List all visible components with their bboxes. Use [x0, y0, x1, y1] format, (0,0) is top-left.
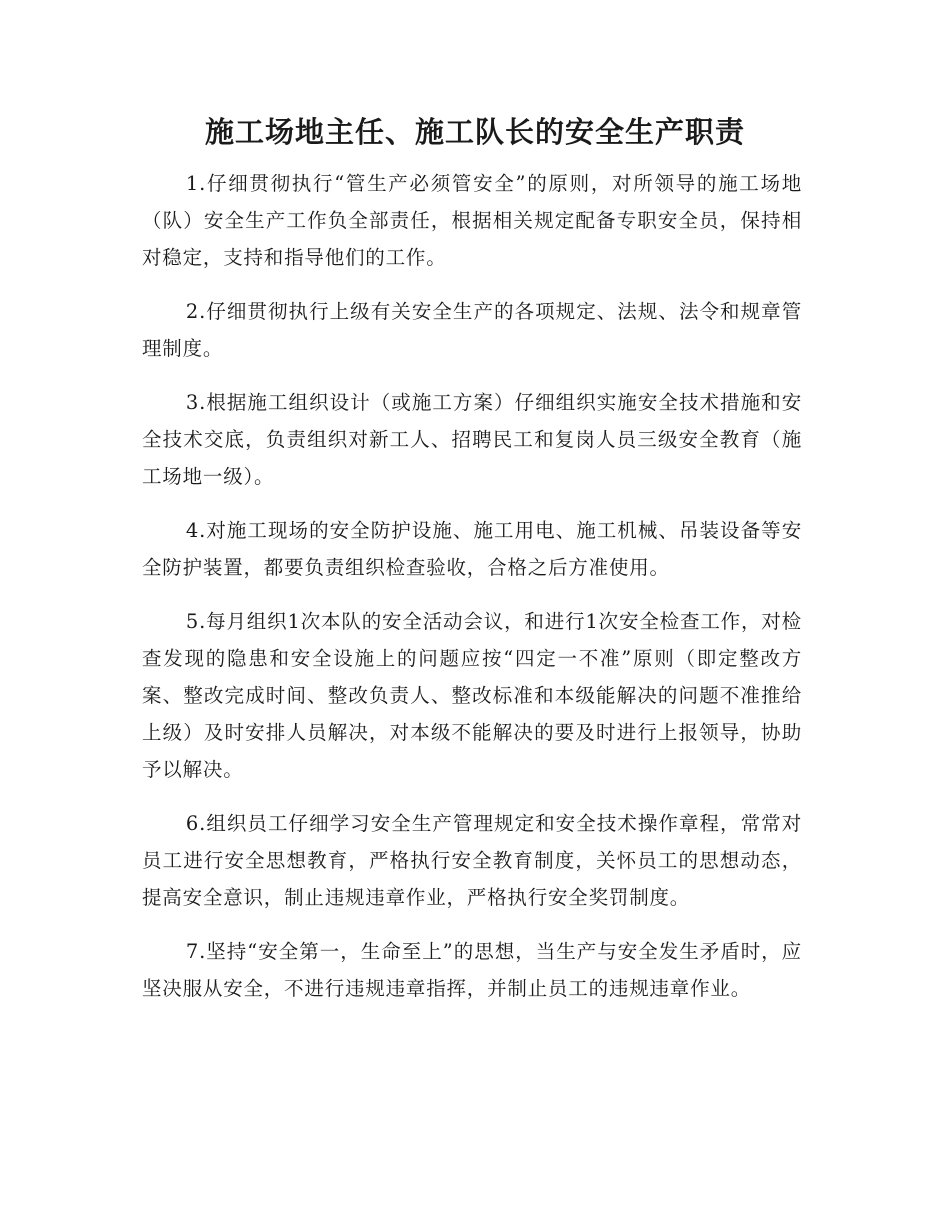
paragraph-2: 2.仔细贯彻执行上级有关安全生产的各项规定、法规、法令和规章管理制度。 — [142, 300, 802, 360]
paragraph-5: 5.每月组织1次本队的安全活动会议，和进行1次安全检查工作，对检查发现的隐患和安全设施上的问题应按“四定一不准”原则（即定整改方案、整改完成时间、整改负责人、整改标准和本级能解决的问题不准推给上级）及时安排人员解决，对本级不能解决的要及时进行上报领导，协助予以解决。 — [142, 610, 802, 781]
paragraph-1: 1.仔细贯彻执行“管生产必须管安全”的原则，对所领导的施工场地（队）安全生产工作负全部责任，根据相关规定配备专职安全员，保持相对稳定，支持和指导他们的工作。 — [142, 172, 802, 269]
paragraph-6: 6.组织员工仔细学习安全生产管理规定和安全技术操作章程，常常对员工进行安全思想教育，严格执行安全教育制度，关怀员工的思想动态，提高安全意识，制止违规违章作业，严格执行安全奖罚制度。 — [142, 812, 802, 909]
paragraph-3: 3.根据施工组织设计（或施工方案）仔细组织实施安全技术措施和安全技术交底，负责组织对新工人、招聘民工和复岗人员三级安全教育（施工场地一级）。 — [142, 391, 802, 488]
paragraph-7: 7.坚持“安全第一，生命至上”的思想，当生产与安全发生矛盾时，应坚决服从安全，不进行违规违章指挥，并制止员工的违规违章作业。 — [142, 940, 802, 1000]
paragraph-4: 4.对施工现场的安全防护设施、施工用电、施工机械、吊装设备等安全防护装置，都要负责组织检查验收，合格之后方准使用。 — [142, 519, 802, 579]
document-body — [142, 165, 802, 1024]
document-title: 施工场地主任、施工队长的安全生产职责 — [204, 115, 745, 149]
